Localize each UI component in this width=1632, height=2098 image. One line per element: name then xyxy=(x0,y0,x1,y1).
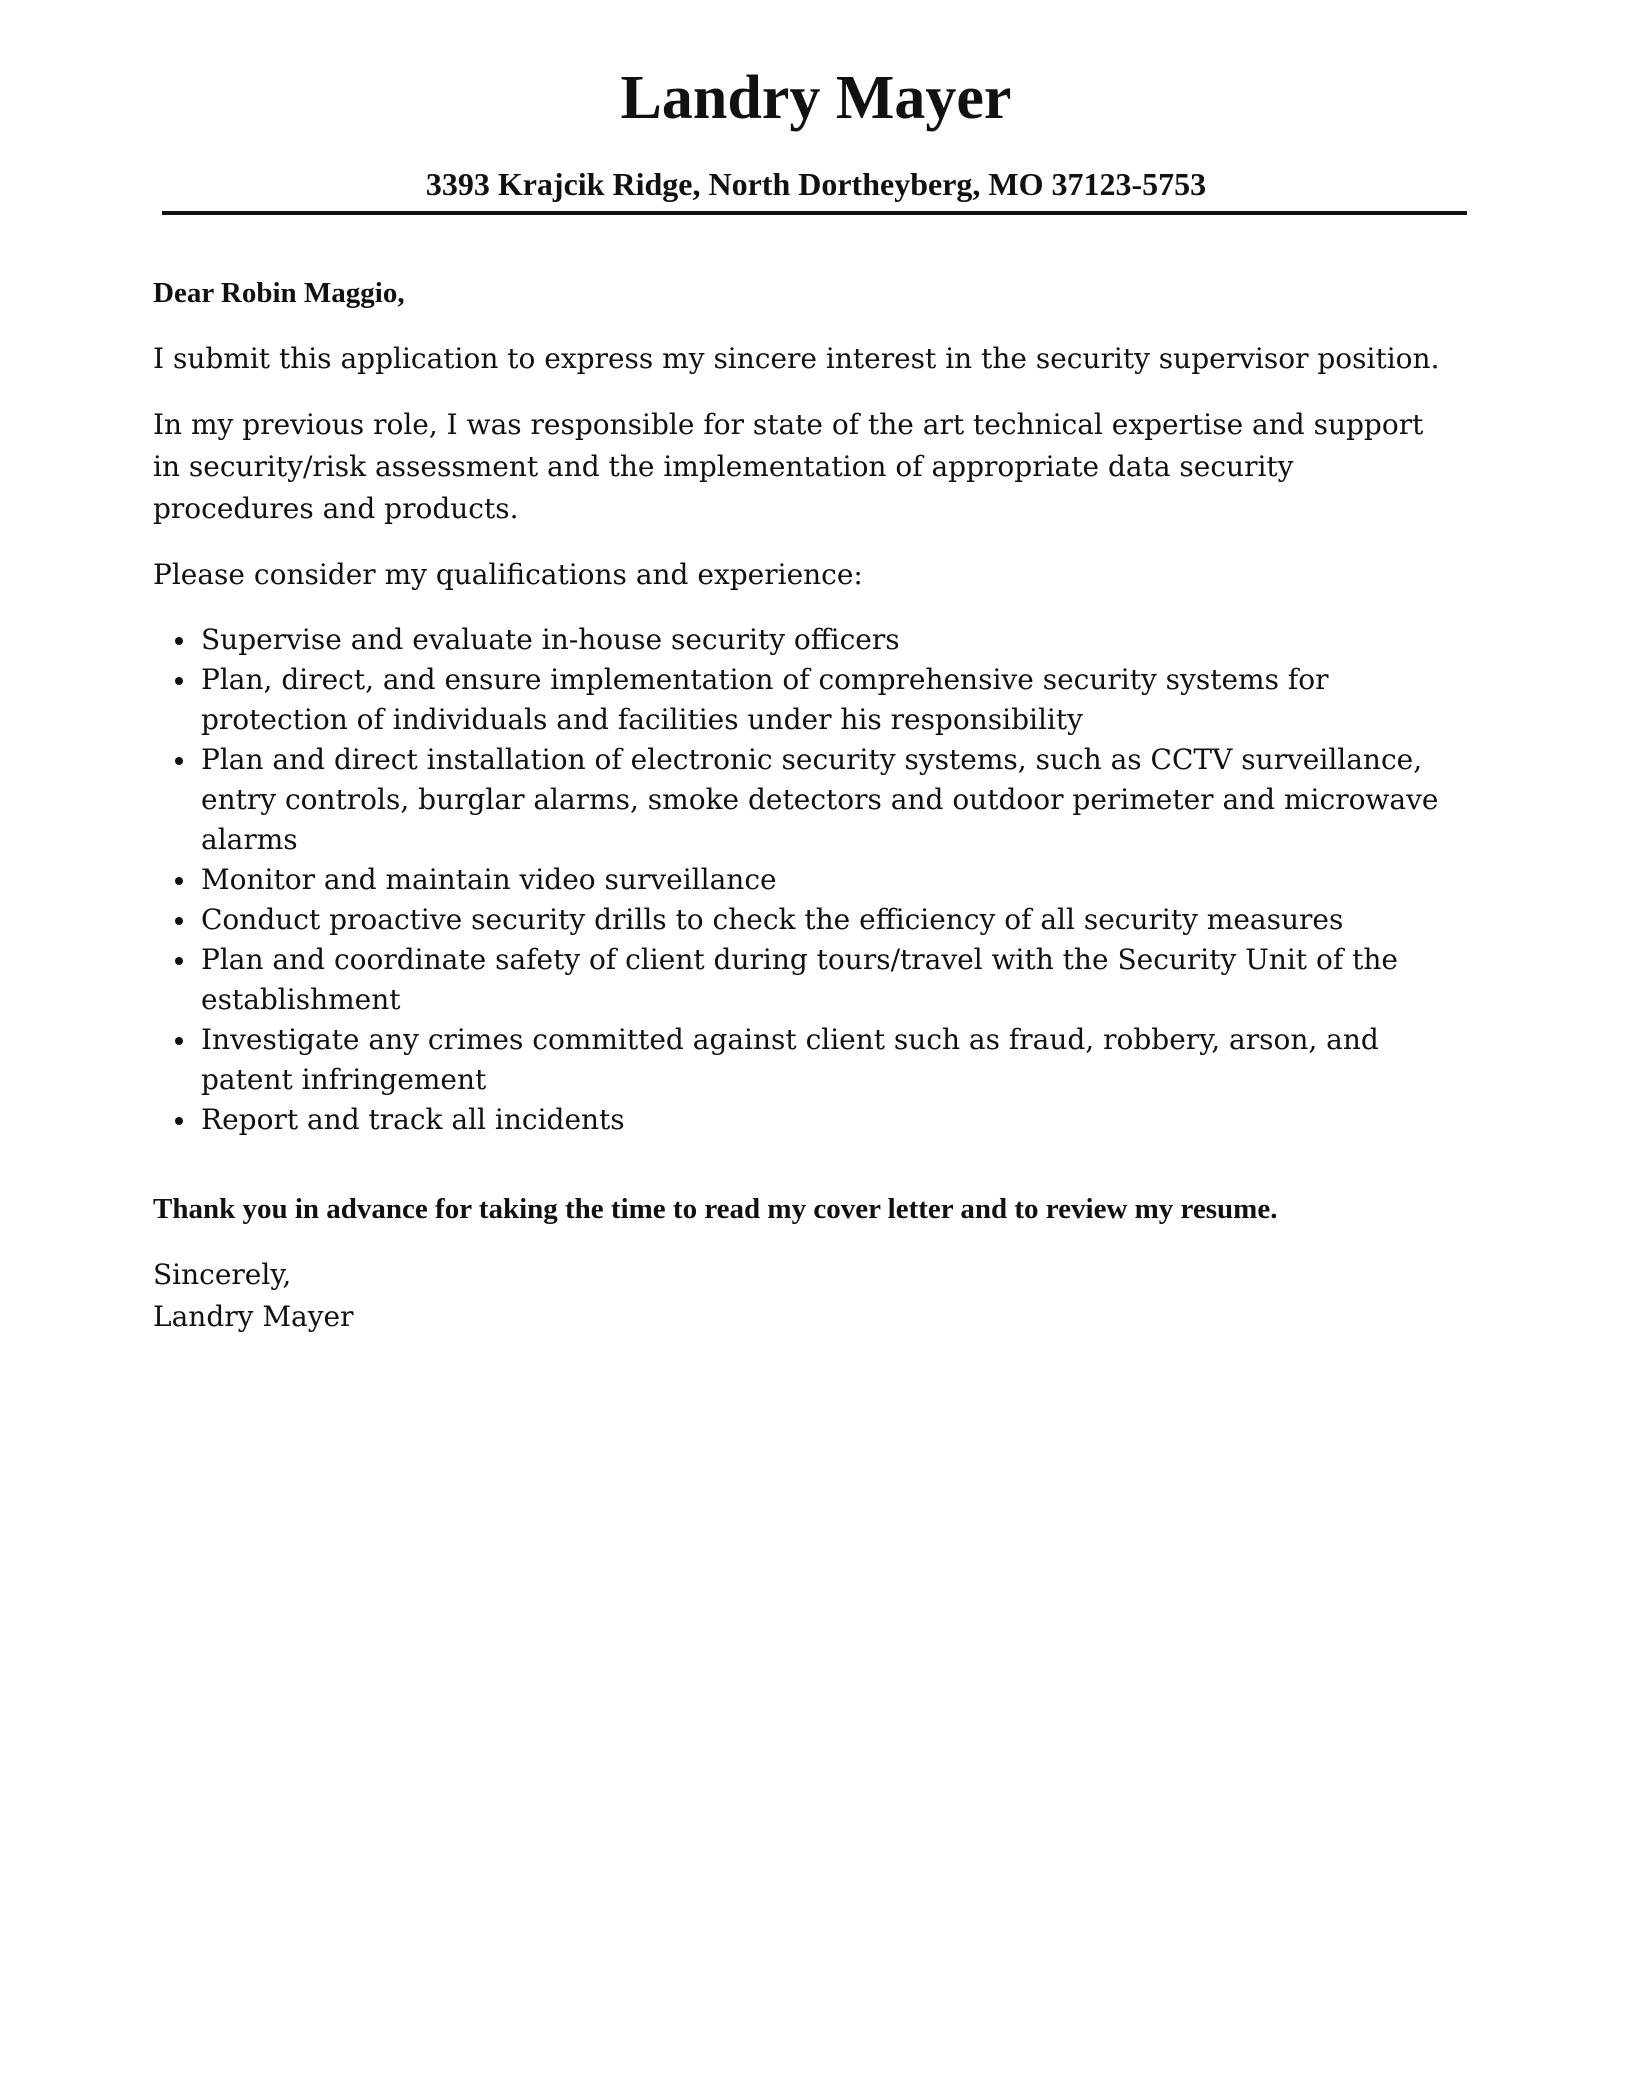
bullet-icon xyxy=(175,917,183,925)
qualification-text: Plan and direct installation of electronic security systems, such as CCTV surveillance, entry controls, burglar alarms, smoke detectors and outdoor perimeter and microwave alarms xyxy=(201,743,1439,856)
bullet-icon xyxy=(175,637,183,645)
list-item xyxy=(153,940,1443,1020)
list-item xyxy=(153,740,1443,860)
signoff: Sincerely, xyxy=(153,1258,292,1291)
closing-statement: Thank you in advance for taking the time to read my cover letter and to review my resume. xyxy=(153,1193,1278,1225)
header-divider xyxy=(162,211,1467,215)
bullet-icon xyxy=(175,1117,183,1125)
list-item xyxy=(153,1100,1443,1140)
qualification-text: Investigate any crimes committed against client such as fraud, robbery, arson, and patent infringement xyxy=(201,1023,1379,1096)
list-item xyxy=(153,900,1443,940)
salutation: Dear Robin Maggio, xyxy=(153,277,405,309)
signature-name: Landry Mayer xyxy=(153,1300,354,1333)
qualification-text: Monitor and maintain video surveillance xyxy=(201,863,777,896)
qualification-text: Report and track all incidents xyxy=(201,1103,625,1136)
applicant-address: 3393 Krajcik Ridge, North Dortheyberg, MO 37123-5753 xyxy=(425,166,1207,202)
qualification-text: Supervise and evaluate in-house security officers xyxy=(201,623,900,656)
qualification-text: Plan, direct, and ensure implementation of comprehensive security systems for protection of individuals and facilities under his responsibility xyxy=(201,663,1329,736)
intro-paragraph: I submit this application to express my sincere interest in the security supervisor position. xyxy=(153,342,1440,375)
qualifications-intro: Please consider my qualifications and experience: xyxy=(153,558,863,591)
list-item xyxy=(153,860,1443,900)
bullet-icon xyxy=(175,757,183,765)
qualifications-list xyxy=(153,620,1443,1140)
bullet-icon xyxy=(175,1037,183,1045)
list-item xyxy=(153,1020,1443,1100)
qualification-text: Conduct proactive security drills to check the efficiency of all security measures xyxy=(201,903,1344,936)
letter-body xyxy=(153,272,1443,1338)
bullet-icon xyxy=(175,677,183,685)
bullet-icon xyxy=(175,957,183,965)
bullet-icon xyxy=(175,877,183,885)
list-item xyxy=(153,620,1443,660)
list-item xyxy=(153,660,1443,740)
previous-role-paragraph: In my previous role, I was responsible for state of the art technical expertise and support in security/risk assessment and the implementation of appropriate data security procedures and products. xyxy=(153,408,1424,525)
qualification-text: Plan and coordinate safety of client during tours/travel with the Security Unit of the establishment xyxy=(201,943,1398,1016)
applicant-name-heading: Landry Mayer xyxy=(620,64,1012,132)
